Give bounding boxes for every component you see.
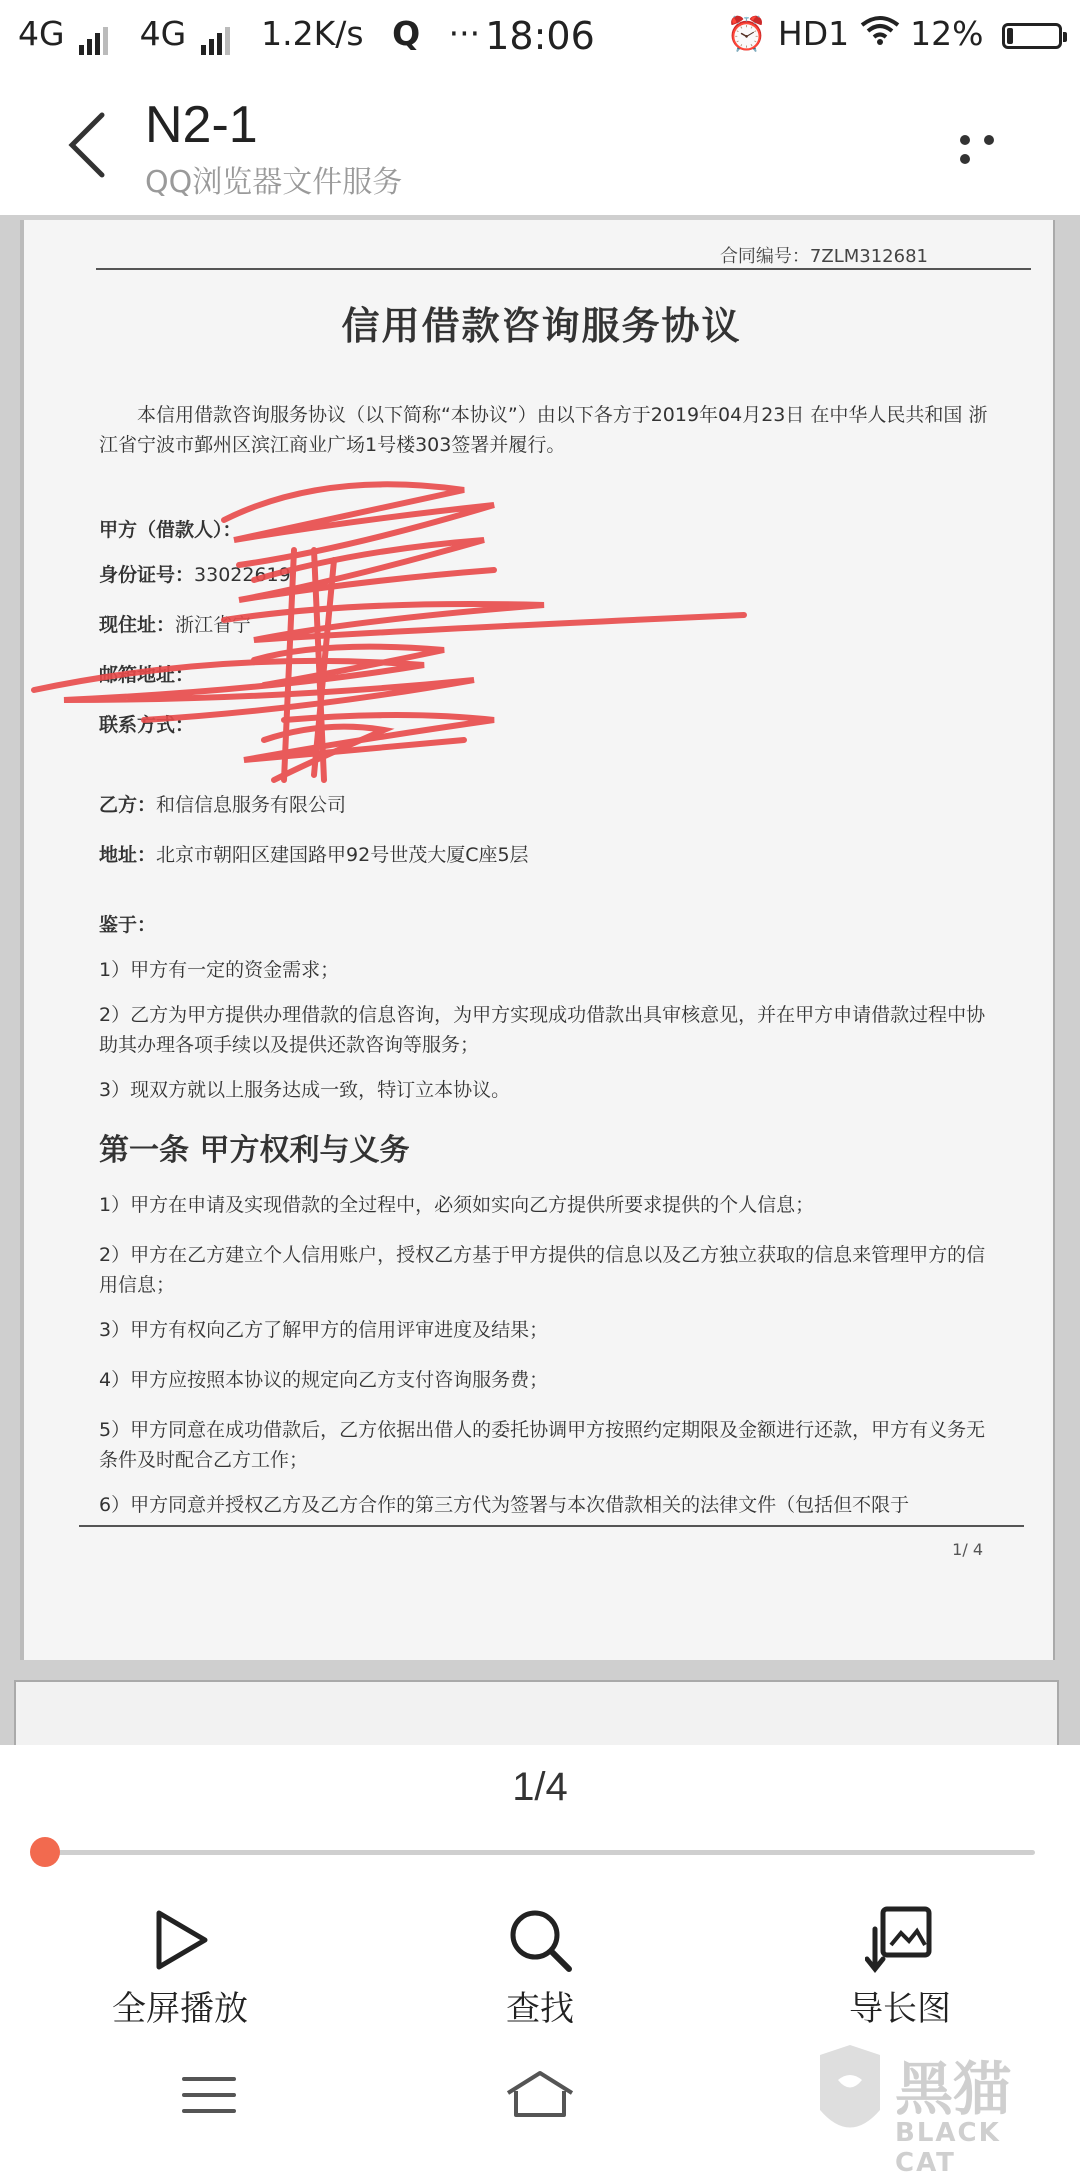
section-1-item-4: 4）甲方应按照本协议的规定向乙方支付咨询服务费； — [99, 1369, 549, 1391]
party-a-label: 甲方（借款人）： — [99, 519, 242, 541]
export-long-image-button[interactable] — [790, 1905, 1010, 2030]
bottom-panel — [0, 1745, 1080, 2035]
email-field — [99, 660, 194, 687]
watermark-cn: 黑猫 — [895, 2055, 1012, 2123]
document-viewer[interactable] — [0, 215, 1080, 1745]
fullscreen-label: 全屏播放 — [112, 1989, 248, 2029]
address-field — [99, 610, 251, 637]
battery-percent: 12% — [910, 14, 984, 53]
black-cat-watermark — [810, 2040, 1060, 2178]
find-label: 查找 — [506, 1989, 574, 2029]
contact-field — [99, 710, 194, 737]
contact-label: 联系方式： — [99, 714, 195, 736]
battery-icon — [1002, 23, 1062, 49]
section-1-item-5: 5）甲方同意在成功借款后，乙方依据出借人的委托协调甲方按照约定期限及金额进行还款，甲方有义务无条件及时配合乙方工作； — [99, 1419, 986, 1471]
whereas-item-2: 2）乙方为甲方提供办理借款的信息咨询，为甲方实现成功借款出具审核意见，并在甲方申请借款过程中协助其办理各项手续以及提供还款咨询等服务； — [99, 1004, 986, 1056]
export-label: 导长图 — [849, 1989, 951, 2029]
whereas-item-3: 3）现双方就以上服务达成一致，特订立本协议。 — [99, 1079, 511, 1101]
signal-2-label: 4G — [139, 14, 187, 53]
find-button[interactable] — [430, 1905, 650, 2030]
party-b-address-field — [99, 840, 529, 867]
search-icon — [505, 1905, 575, 1975]
section-1-item-2: 2）甲方在乙方建立个人信用账户，授权乙方基于甲方提供的信息以及乙方独立获取的信息来管理甲方的信用信息； — [99, 1244, 986, 1296]
status-bar — [0, 0, 1080, 75]
section-1-item-6: 6）甲方同意并授权乙方及乙方合作的第三方代为签署与本次借款相关的法律文件（包括但不限于 — [99, 1494, 910, 1516]
address-label: 现住址： — [99, 614, 176, 636]
party-a-field — [99, 515, 242, 542]
title-bar — [0, 75, 1080, 215]
address-value: 浙江省宁 — [175, 614, 252, 636]
back-button[interactable] — [60, 105, 120, 185]
toolbar — [0, 1905, 1080, 2035]
id-field — [99, 560, 291, 587]
whereas-label: 鉴于： — [99, 914, 157, 936]
id-label: 身份证号： — [99, 564, 195, 586]
bottom-rule — [79, 1525, 1024, 1527]
more-dots-icon — [960, 130, 1008, 168]
party-b-field — [99, 790, 346, 817]
more-menu-button[interactable] — [960, 130, 1030, 160]
back-arrow-icon — [60, 105, 120, 185]
home-nav-button[interactable] — [500, 2065, 580, 2125]
menu-icon — [170, 2065, 250, 2125]
section-1-heading: 第一条 甲方权利与义务 — [99, 1133, 410, 1168]
intro-paragraph: 本信用借款咨询服务协议（以下简称“本协议”）由以下各方于2019年04月23日 在中华人民共和国 浙江省宁波市鄞州区滨江商业广场1号楼303签署并履行。 — [99, 404, 988, 456]
whereas-item-1: 1）甲方有一定的资金需求； — [99, 959, 340, 981]
alarm-icon: ⏰ — [726, 14, 768, 53]
document-page-1 — [20, 220, 1055, 1660]
long-image-icon — [865, 1905, 935, 1975]
party-b-label: 乙方： — [99, 794, 157, 816]
party-b-value: 和信信息服务有限公司 — [156, 794, 347, 816]
contract-number: 合同编号：7ZLM312681 — [719, 246, 928, 267]
hd-label: HD1 — [777, 14, 850, 53]
menu-nav-button[interactable] — [170, 2065, 250, 2125]
network-speed: 1.2K/s — [261, 14, 364, 53]
fullscreen-button[interactable] — [70, 1905, 290, 2030]
page-slider-thumb[interactable] — [30, 1837, 60, 1867]
status-right — [726, 14, 1062, 54]
page-title: N2-1 — [145, 96, 258, 154]
page-slider-track[interactable] — [45, 1850, 1035, 1855]
section-1-item-3: 3）甲方有权向乙方了解甲方的信用评审进度及结果； — [99, 1319, 549, 1341]
more-dots-icon: ··· — [448, 14, 481, 53]
document-page-2 — [14, 1680, 1059, 1745]
whereas-heading — [99, 910, 156, 937]
watermark-en: BLACK CAT — [895, 2118, 1001, 2178]
document-title: 信用借款咨询服务协议 — [341, 304, 742, 348]
party-b-address-value: 北京市朝阳区建国路甲92号世茂大厦C座5层 — [156, 844, 529, 866]
page-subtitle: QQ浏览器文件服务 — [145, 165, 403, 200]
page-number: 1/ 4 — [952, 1540, 983, 1559]
top-rule — [96, 268, 1031, 270]
id-value: 33022619 — [194, 564, 291, 586]
play-icon — [145, 1905, 215, 1975]
party-b-address-label: 地址： — [99, 844, 157, 866]
wifi-icon — [860, 14, 911, 53]
signal-1-label: 4G — [18, 14, 65, 53]
home-icon — [500, 2065, 580, 2125]
clock: 18:06 — [485, 14, 595, 58]
email-label: 邮箱地址： — [99, 664, 195, 686]
section-1-item-1: 1）甲方在申请及实现借款的全过程中，必须如实向乙方提供所要求提供的个人信息； — [99, 1194, 815, 1216]
page-indicator: 1/4 — [512, 1765, 568, 1809]
qq-browser-icon: Q — [392, 14, 421, 53]
